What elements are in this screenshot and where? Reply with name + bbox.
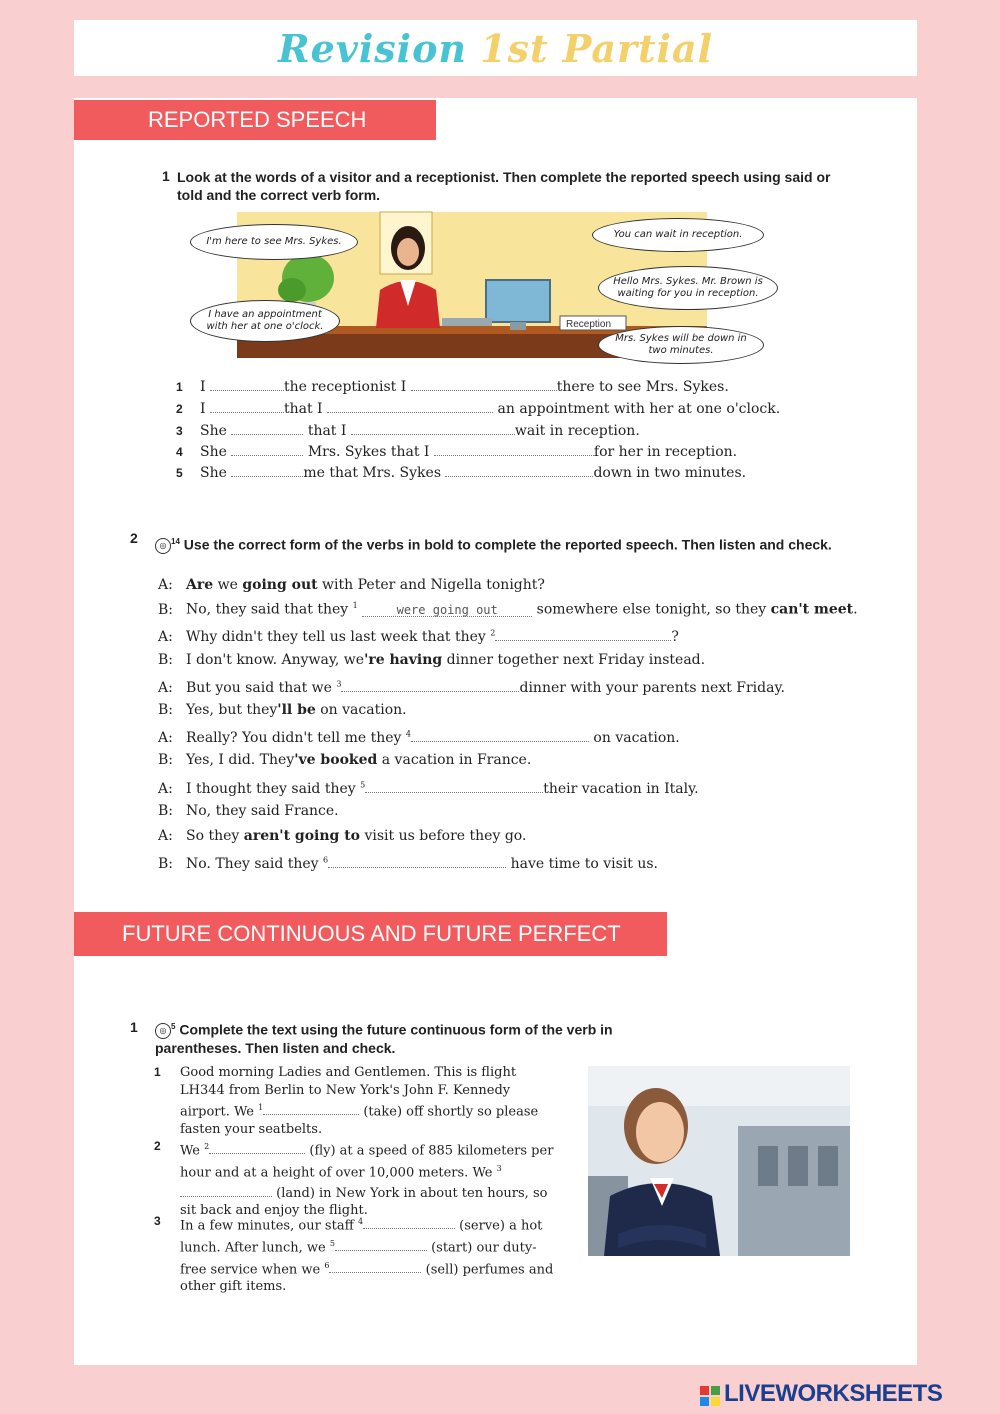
dialogue-line: A: Really? You didn't tell me they $^4$ on vacation. [158,727,680,746]
audio-cd-icon[interactable]: ◎ [155,538,171,554]
exercise-instruction: Look at the words of a visitor and a receptionist. Then complete the reported speech using said or told and the correct verb form. [177,169,831,203]
sign-text: Reception [566,319,612,330]
exercise-number: 1 [162,168,170,184]
answer-blank[interactable] [329,1258,421,1273]
answer-blank[interactable] [328,853,506,868]
answer-blank[interactable] [231,420,303,435]
exercise-instruction: ◎ $^5$ Complete the text using the future continuous form of the verb in parentheses. Then listen and check. [155,1021,613,1056]
answer-blank[interactable] [335,1236,427,1251]
dialogue-line: B: Yes, I did. They've booked a vacation in France. [158,752,532,768]
answer-blank[interactable] [180,1182,272,1197]
dialogue-line: A: Why didn't they tell us last week that they $^2$ ? [158,626,679,645]
dialogue-line: B: No, they said that they $^1$ were going out somewhere else tonight, so they can't meet. [158,601,858,618]
answer-blank[interactable] [411,727,589,742]
answer-blank[interactable] [327,398,493,413]
flight-attendant-photo [588,1066,850,1256]
attendant-face [636,1102,684,1162]
speech-bubble-receptionist-2: Hello Mrs. Sykes. Mr. Brown is waiting for you in reception. [598,266,778,310]
dialogue-line: B: No, they said France. [158,803,339,819]
dialogue-line: A: But you said that we $^3$ dinner with your parents next Friday. [158,677,785,696]
liveworksheets-logo: LIVEWORKSHEETS [700,1380,942,1408]
speech-bubble-receptionist-3: Mrs. Sykes will be down in two minutes. [598,326,764,364]
answer-blank[interactable] [210,398,284,413]
dialogue-line: A: So they aren't going to visit us before they go. [158,828,527,844]
item-row: 4 She Mrs. Sykes that I for her in reception. [176,441,737,460]
answer-blank[interactable] [341,677,519,692]
section-header-reported-speech: REPORTED SPEECH [74,100,436,140]
speech-bubble-visitor-1: I'm here to see Mrs. Sykes. [190,224,358,260]
dialogue-line: B: Yes, but they'll be on vacation. [158,702,407,718]
answer-blank[interactable] [363,1214,455,1229]
answer-blank[interactable] [362,602,532,617]
item-row: 2 I that I an appointment with her at one o'clock. [176,398,780,417]
dialogue-line: A: I thought they said they $^5$ their vacation in Italy. [158,778,699,797]
cabin-seats [738,1126,850,1256]
item-row: 3 She that I wait in reception. [176,420,640,439]
example-answer: were going out [396,602,498,617]
paragraph-1: 1 Good morning Ladies and Gentlemen. This is flight LH344 from Berlin to New York's John F. Kennedy airport. We $^1$ (take) off shortly so please fasten your seatbelts. [154,1065,539,1137]
liveworksheets-icon [700,1385,720,1405]
paragraph-3: 3 In a few minutes, our staff $^4$ (serve) a hot lunch. After lunch, we $^5$ (start) our duty-free service when we $^6$ (sell) perfumes and other gift items. [154,1214,554,1295]
speech-bubble-receptionist-1: You can wait in reception. [592,218,764,252]
item-row: 5 She me that Mrs. Sykes down in two minutes. [176,462,746,481]
dialogue-line: A: Are we going out with Peter and Nigella tonight? [158,577,545,593]
answer-blank[interactable] [495,626,671,641]
answer-blank[interactable] [209,1139,305,1154]
dialogue-line: B: I don't know. Anyway, we're having dinner together next Friday instead. [158,652,706,668]
monitor [486,280,550,322]
section-header-future: FUTURE CONTINUOUS AND FUTURE PERFECT [74,912,667,956]
answer-blank[interactable] [263,1100,359,1115]
answer-blank[interactable] [365,778,543,793]
paragraph-2: 2 We $^2$ (fly) at a speed of 885 kilometers per hour and at a height of over 10,000 meters. We $^3$ (land) in New York in about ten hours, so sit back and enjoy the flight. [154,1139,554,1219]
item-row: 1 I the receptionist I there to see Mrs. Sykes. [176,376,729,395]
exercise-number: 1 [130,1019,138,1035]
receptionist-face [397,238,419,266]
answer-blank[interactable] [351,420,515,435]
exercise-instruction: ◎ $^{14}$ Use the correct form of the verbs in bold to complete the reported speech. Then listen and check. [155,533,845,554]
answer-blank[interactable] [231,441,303,456]
keyboard [442,318,492,326]
exercise-number: 2 [130,530,138,546]
speech-bubble-visitor-2: I have an appointment with her at one o'clock. [190,300,340,342]
page-title: Revision 1st Partial [277,26,714,71]
dialogue-line: B: No. They said they $^6$ have time to visit us. [158,853,658,872]
title-bar [74,20,917,76]
answer-blank[interactable] [210,376,284,391]
answer-blank[interactable] [445,462,593,477]
answer-blank[interactable] [411,376,557,391]
audio-cd-icon[interactable]: ◎ [155,1023,171,1039]
answer-blank[interactable] [231,462,303,477]
answer-blank[interactable] [434,441,594,456]
